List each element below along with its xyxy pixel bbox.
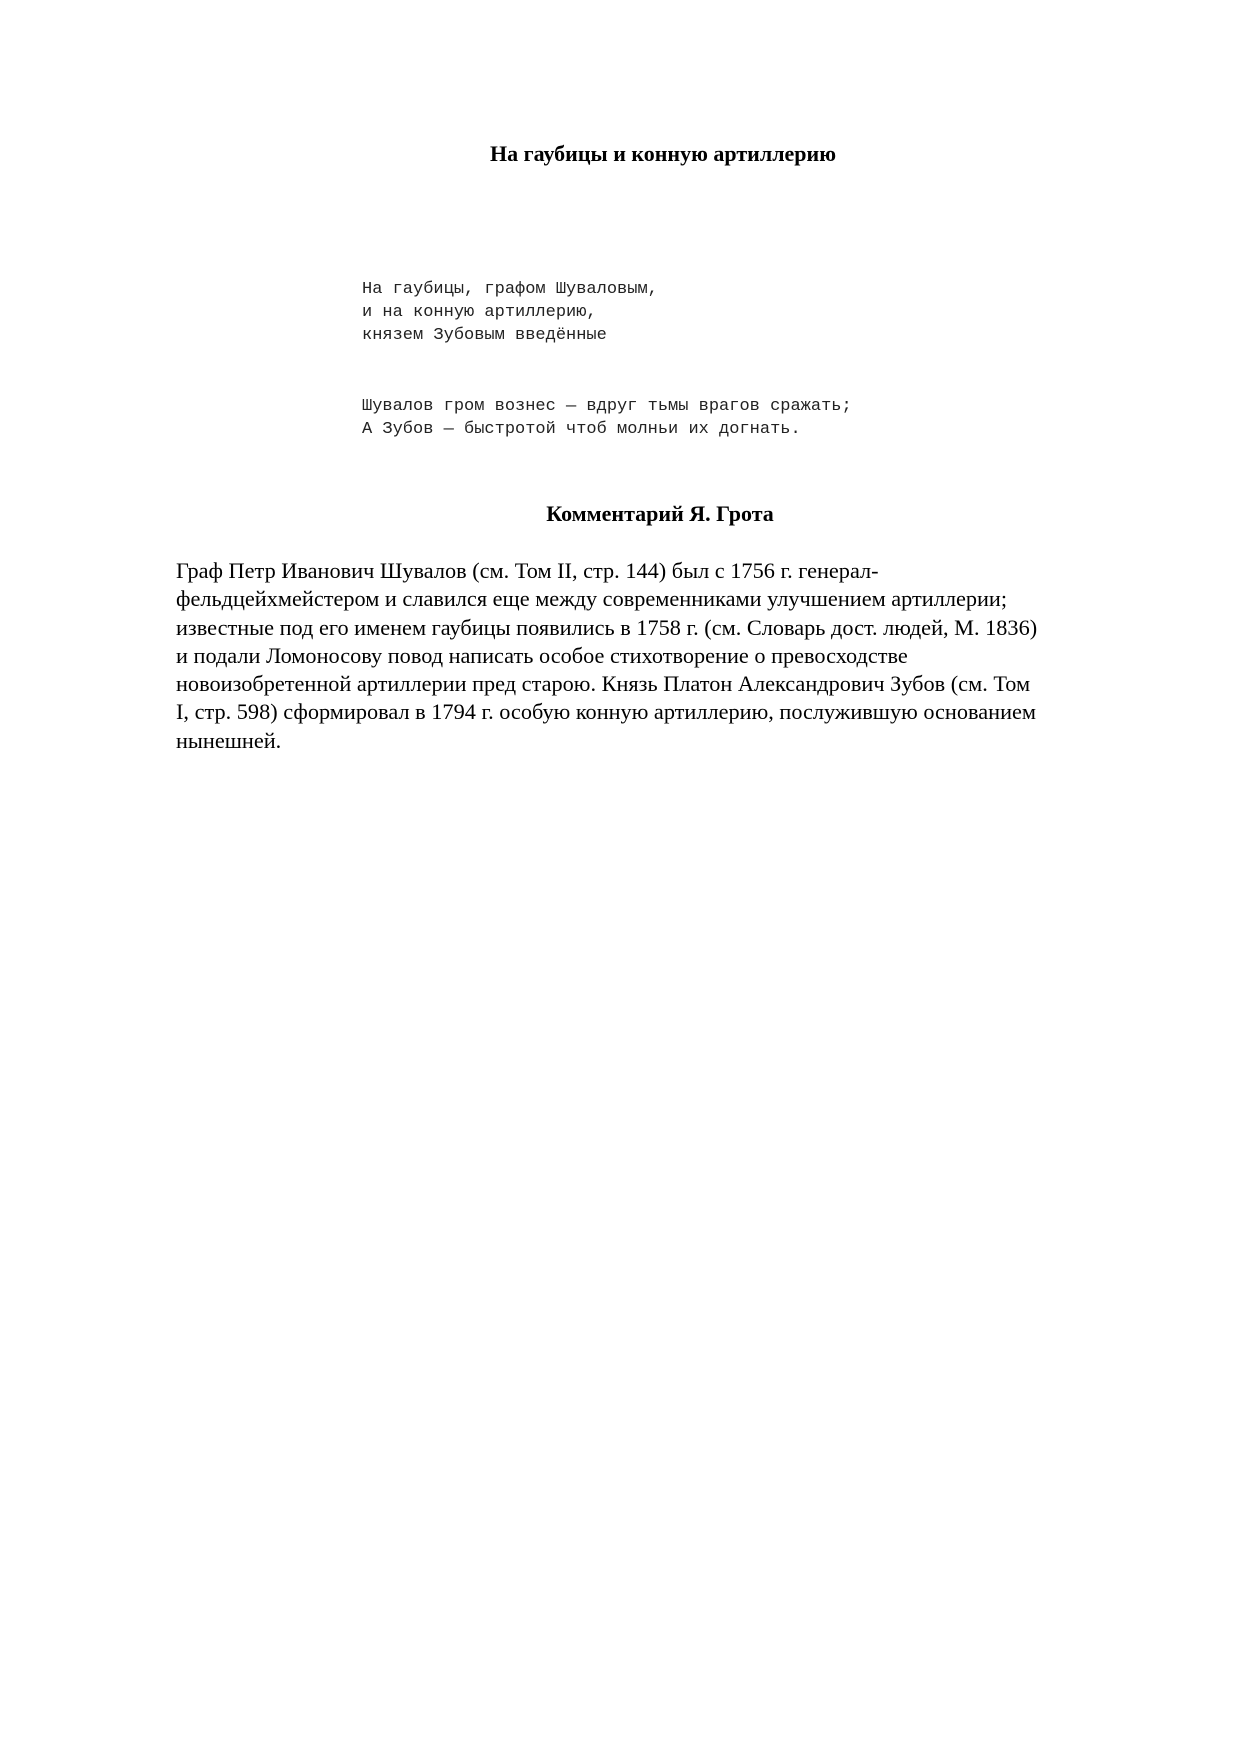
commentary-line: нынешней. <box>176 727 282 753</box>
poem-epigraph <box>362 278 658 347</box>
epigraph-line: и на конную артиллерию, <box>362 303 597 322</box>
commentary-text <box>176 557 1156 755</box>
commentary-line: новоизобретенной артиллерии пред старою. Князь Платон Александрович Зубов (см. Том <box>176 671 1031 697</box>
epigraph-line: князем Зубовым введённые <box>362 326 607 345</box>
commentary-line: известные под его именем гаубицы появились в 1758 г. (см. Словарь дост. людей, М. 1836) <box>176 614 1038 640</box>
commentary-line: фельдцейхмейстером и славился еще между современниками улучшением артиллерии; <box>176 586 1008 612</box>
commentary-line: I, стр. 598) сформировал в 1794 г. особую конную артиллерию, послужившую основанием <box>176 699 1037 725</box>
commentary-line: Граф Петр Иванович Шувалов (см. Том II, стр. 144) был с 1756 г. генерал- <box>176 558 879 583</box>
verse-line: Шувалов гром вознес — вдруг тьмы врагов сражать; <box>362 397 852 416</box>
commentary-line: и подали Ломоносову повод написать особое стихотворение о превосходстве <box>176 642 908 668</box>
commentary-heading: Комментарий Я. Грота <box>546 501 774 526</box>
poem-title: На гаубицы и конную артиллерию <box>489 141 837 166</box>
poem-verse <box>362 395 852 441</box>
verse-line: А Зубов — быстротой чтоб молньи их догнать. <box>362 420 801 439</box>
epigraph-line: На гаубицы, графом Шуваловым, <box>362 280 658 299</box>
